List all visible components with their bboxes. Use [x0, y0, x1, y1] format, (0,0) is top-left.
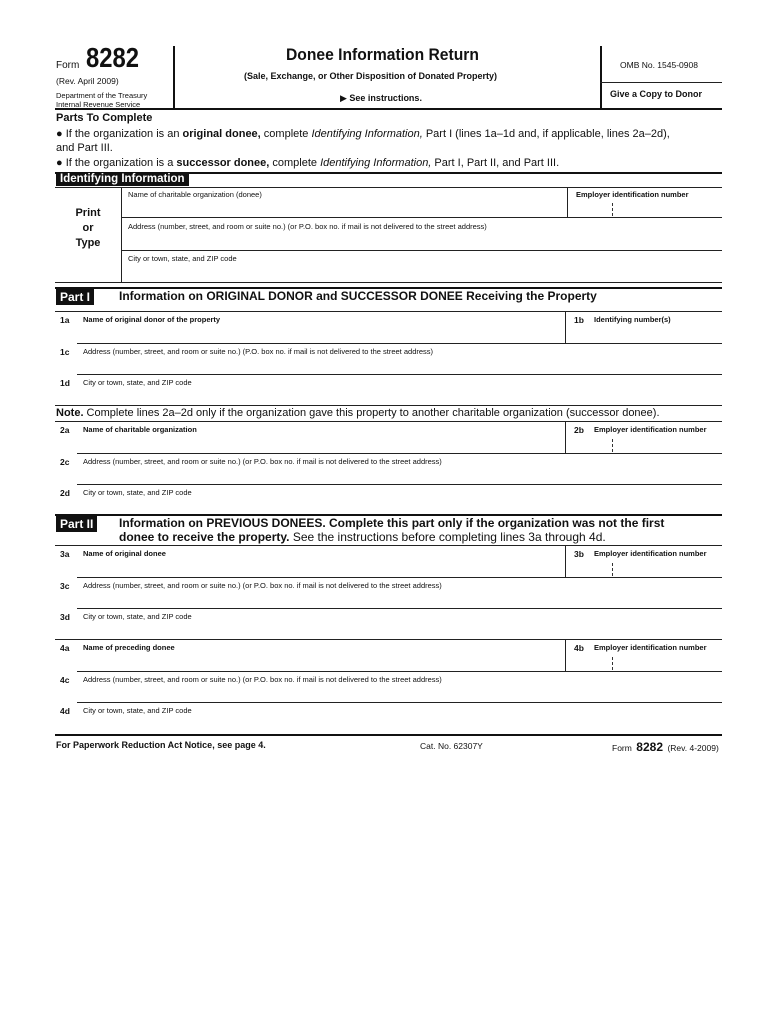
original-donee-address-input[interactable]	[82, 591, 720, 607]
line-2b-number: 2b	[574, 425, 584, 435]
line-1c-number: 1c	[60, 347, 70, 357]
line-4d-number: 4d	[60, 706, 70, 716]
revision-date: (Rev. April 2009)	[56, 76, 119, 86]
line-2a-number: 2a	[60, 425, 70, 435]
org-city-input[interactable]	[124, 264, 720, 280]
part-2-label: Part II	[56, 516, 97, 532]
bullet-original-donee: ● If the organization is an original donee, complete Identifying Information, Part I (lines 1a–1d and, if applicable, lines 2a–2d),	[56, 128, 670, 140]
preceding-donee-city-input[interactable]	[82, 716, 720, 732]
line-3b-label: Employer identification number	[594, 549, 707, 558]
line-3a-number: 3a	[60, 549, 70, 559]
part-2-title-line1: Information on PREVIOUS DONEES. Complete this part only if the organization was not the first	[119, 516, 665, 530]
line-3b-number: 3b	[574, 549, 584, 559]
footer-form-id: Form 8282 (Rev. 4-2009)	[612, 740, 719, 754]
line-1b-number: 1b	[574, 315, 584, 325]
org-address-label: Address (number, street, and room or suite no.) (or P.O. box no. if mail is not delivered to the street address)	[128, 222, 487, 231]
line-2c-number: 2c	[60, 457, 70, 467]
paperwork-notice: For Paperwork Reduction Act Notice, see page 4.	[56, 740, 266, 750]
line-4b-number: 4b	[574, 643, 584, 653]
line-2c-label: Address (number, street, and room or suite no.) (or P.O. box no. if mail is not delivered to the street address)	[83, 457, 442, 466]
agency-line: Internal Revenue Service	[56, 100, 141, 109]
line-2d-label: City or town, state, and ZIP code	[83, 488, 192, 497]
org-name-label: Name of charitable organization (donee)	[128, 190, 262, 199]
parts-heading: Parts To Complete	[56, 112, 153, 124]
successor-donee-ein-input[interactable]	[568, 435, 720, 451]
part-1-label: Part I	[56, 289, 94, 305]
successor-donee-name-input[interactable]	[82, 435, 562, 451]
org-ein-label: Employer identification number	[576, 190, 689, 199]
line-4a-label: Name of preceding donee	[83, 643, 175, 652]
line-4c-label: Address (number, street, and room or suite no.) (or P.O. box no. if mail is not delivered to the street address)	[83, 675, 442, 684]
form-number: 8282	[86, 42, 139, 73]
form-label: Form	[56, 60, 80, 71]
catalog-number: Cat. No. 62307Y	[420, 741, 483, 751]
line-2a-label: Name of charitable organization	[83, 425, 197, 434]
identifying-heading: Identifying Information	[56, 172, 189, 186]
line-1c-label: Address (number, street, and room or suite no.) (P.O. box no. if mail is not delivered to the street address)	[83, 347, 434, 356]
omb-number: OMB No. 1545-0908	[620, 60, 698, 70]
line-3c-number: 3c	[60, 581, 70, 591]
successor-donee-city-input[interactable]	[82, 498, 720, 514]
line-3c-label: Address (number, street, and room or suite no.) (or P.O. box no. if mail is not delivered to the street address)	[83, 581, 442, 590]
original-donee-name-input[interactable]	[82, 559, 562, 575]
org-ein-input[interactable]	[570, 199, 720, 215]
preceding-donee-ein-input[interactable]	[568, 653, 720, 669]
line-4a-number: 4a	[60, 643, 70, 653]
original-donor-name-input[interactable]	[82, 325, 562, 341]
line-3d-label: City or town, state, and ZIP code	[83, 612, 192, 621]
line-1d-number: 1d	[60, 378, 70, 388]
department-line: Department of the Treasury	[56, 91, 148, 100]
org-name-input[interactable]	[124, 199, 564, 215]
line-4c-number: 4c	[60, 675, 70, 685]
part-1-title: Information on ORIGINAL DONOR and SUCCESSOR DONEE Receiving the Property	[119, 289, 597, 303]
bullet-successor-donee: ● If the organization is a successor donee, complete Identifying Information, Part I, Part II, and Part III.	[56, 157, 560, 169]
part-2-title-line2: donee to receive the property. See the instructions before completing lines 3a through 4d.	[119, 530, 606, 544]
see-instructions: ▶ See instructions.	[340, 93, 422, 103]
line-3a-label: Name of original donee	[83, 549, 166, 558]
line-1b-label: Identifying number(s)	[594, 315, 671, 324]
preceding-donee-name-input[interactable]	[82, 653, 562, 669]
part-1-note: Note. Complete lines 2a–2d only if the organization gave this property to another charitable organization (successor donee).	[56, 407, 660, 419]
original-donor-id-input[interactable]	[568, 325, 720, 341]
original-donee-ein-input[interactable]	[568, 559, 720, 575]
original-donee-city-input[interactable]	[82, 622, 720, 638]
form-subtitle: (Sale, Exchange, or Other Disposition of Donated Property)	[244, 71, 498, 81]
line-4d-label: City or town, state, and ZIP code	[83, 706, 192, 715]
line-2b-label: Employer identification number	[594, 425, 707, 434]
form-title: Donee Information Return	[286, 45, 479, 64]
line-4b-label: Employer identification number	[594, 643, 707, 652]
line-1a-label: Name of original donor of the property	[83, 315, 221, 324]
original-donor-address-input[interactable]	[82, 357, 720, 373]
original-donor-city-input[interactable]	[82, 388, 720, 404]
line-3d-number: 3d	[60, 612, 70, 622]
print-or-type: Print or Type	[75, 207, 101, 249]
line-1a-number: 1a	[60, 315, 70, 325]
give-copy-label: Give a Copy to Donor	[610, 89, 703, 99]
bullet-original-donee-cont: and Part III.	[56, 142, 113, 154]
successor-donee-address-input[interactable]	[82, 467, 720, 483]
line-1d-label: City or town, state, and ZIP code	[83, 378, 192, 387]
org-address-input[interactable]	[124, 232, 720, 248]
org-city-label: City or town, state, and ZIP code	[128, 254, 237, 263]
line-2d-number: 2d	[60, 488, 70, 498]
preceding-donee-address-input[interactable]	[82, 685, 720, 701]
